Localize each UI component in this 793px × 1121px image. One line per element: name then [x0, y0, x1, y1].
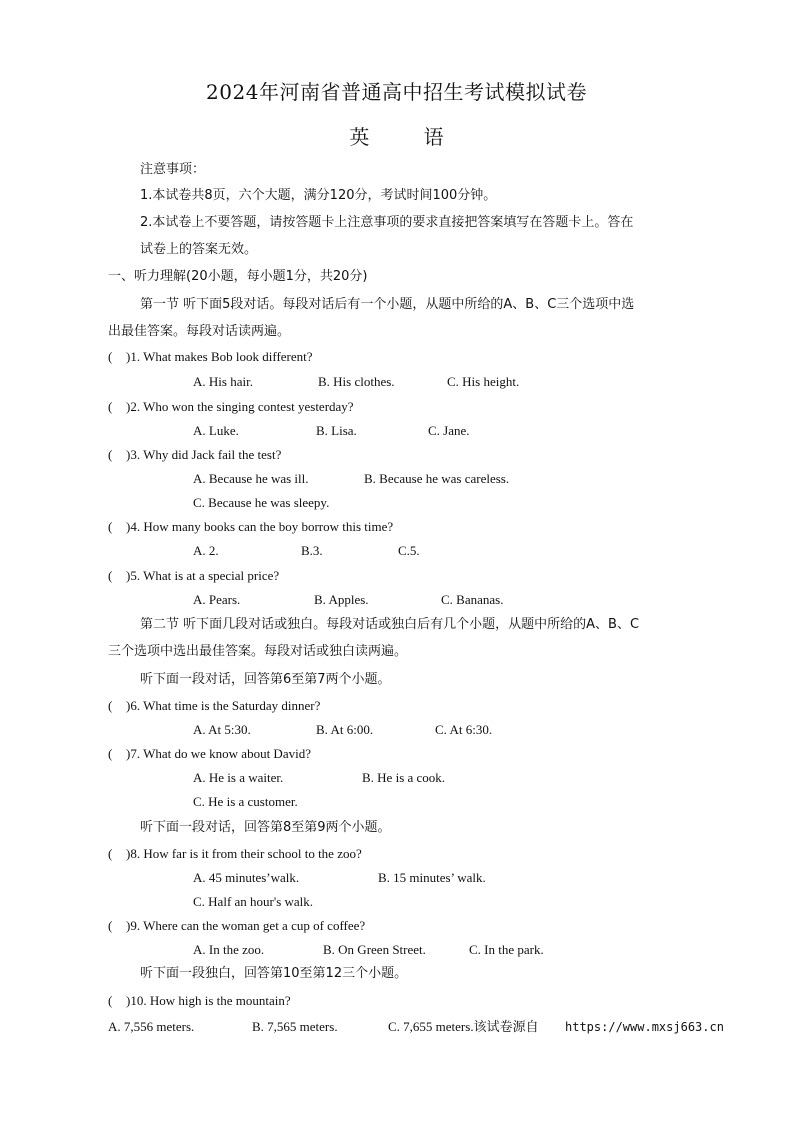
option-a: A. Luke. — [193, 423, 239, 438]
option-c: C.5. — [398, 543, 420, 558]
option-a: A. In the zoo. — [193, 942, 265, 957]
option-b: B. Because he was careless. — [364, 471, 510, 486]
notes-heading: 注意事项： — [140, 162, 206, 177]
option-a: A. 2. — [193, 543, 219, 558]
part2-instruction: 第二节 听下面几段对话或独白。每段对话或独白后有几个小题，从题中所给的A、B、C — [140, 617, 640, 632]
exam-title: 2024年河南省普通高中招生考试模拟试卷 — [206, 80, 587, 104]
question-stem: )1. What makes Bob look different? — [126, 349, 313, 364]
part2-instruction-cont: 三个选项中选出最佳答案。每段对话或独白读两遍。 — [108, 644, 408, 659]
option-c: C. Half an hour's walk. — [193, 894, 314, 909]
question-stem: )8. How far is it from their school to the zoo? — [126, 846, 362, 861]
question-5: ( )5. What is at a special price? — [108, 568, 280, 583]
option-c: C. In the park. — [469, 942, 544, 957]
option-c: C. He is a customer. — [193, 794, 298, 809]
option-b: B. He is a cook. — [362, 770, 446, 785]
option-b: B. 7,565 meters. — [252, 1019, 338, 1034]
listening-hint-10-12: 听下面一段独白，回答第10至第12三个小题。 — [140, 966, 408, 981]
question-stem: )2. Who won the singing contest yesterday? — [126, 399, 354, 414]
question-stem: )9. Where can the woman get a cup of coffee? — [126, 918, 366, 933]
source-url-link[interactable]: https://www.mxsj663.cn — [565, 1020, 724, 1034]
option-a: A. At 5:30. — [193, 722, 251, 737]
question-8: ( )8. How far is it from their school to the zoo? — [108, 846, 362, 861]
part1-instruction: 第一节 听下面5段对话。每段对话后有一个小题，从题中所给的A、B、C三个选项中选 — [140, 297, 635, 312]
option-c: C. 7,655 meters.该试卷源自 — [388, 1019, 539, 1034]
part1-instruction-cont: 出最佳答案。每段对话读两遍。 — [108, 324, 291, 339]
option-a: A. His hair. — [193, 374, 253, 389]
listening-hint-6-7: 听下面一段对话，回答第6至第7两个小题。 — [140, 672, 391, 687]
question-1: ( )1. What makes Bob look different? — [108, 349, 313, 364]
option-b: B. Apples. — [314, 592, 369, 607]
question-stem: )3. Why did Jack fail the test? — [126, 447, 282, 462]
question-stem: )6. What time is the Saturday dinner? — [126, 698, 321, 713]
question-4: ( )4. How many books can the boy borrow this time? — [108, 519, 394, 534]
note-item-1: 1.本试卷共8页，六个大题，满分120分，考试时间100分钟。 — [140, 188, 497, 203]
option-a: A. Pears. — [193, 592, 241, 607]
option-b: B. His clothes. — [318, 374, 395, 389]
option-c: C. Bananas. — [441, 592, 504, 607]
question-3: ( )3. Why did Jack fail the test? — [108, 447, 282, 462]
option-b: B. At 6:00. — [316, 722, 374, 737]
option-c: C. Jane. — [428, 423, 470, 438]
question-stem: )5. What is at a special price? — [126, 568, 280, 583]
option-b: B. Lisa. — [316, 423, 357, 438]
option-b: B. 15 minutes’ walk. — [378, 870, 486, 885]
option-a: A. 7,556 meters. — [108, 1019, 195, 1034]
question-2: ( )2. Who won the singing contest yesterday? — [108, 399, 354, 414]
option-a: A. He is a waiter. — [193, 770, 284, 785]
option-b: B.3. — [301, 543, 323, 558]
question-stem: )4. How many books can the boy borrow this time? — [126, 519, 394, 534]
section-heading: 一、听力理解(20小题，每小题1分，共20分) — [108, 269, 368, 284]
exam-subject: 英 语 — [349, 125, 444, 149]
option-a: A. Because he was ill. — [193, 471, 309, 486]
note-item-2: 2.本试卷上不要答题，请按答题卡上注意事项的要求直接把答案填写在答题卡上。答在 — [140, 215, 634, 230]
option-c: C. At 6:30. — [435, 722, 493, 737]
option-b: B. On Green Street. — [323, 942, 426, 957]
question-stem: )7. What do we know about David? — [126, 746, 311, 761]
question-7: ( )7. What do we know about David? — [108, 746, 311, 761]
note-item-2-cont: 试卷上的答案无效。 — [140, 242, 258, 257]
listening-hint-8-9: 听下面一段对话，回答第8至第9两个小题。 — [140, 820, 391, 835]
option-a: A. 45 minutes’walk. — [193, 870, 300, 885]
question-9: ( )9. Where can the woman get a cup of coffee? — [108, 918, 366, 933]
option-c: C. Because he was sleepy. — [193, 495, 330, 510]
question-10: ( )10. How high is the mountain? — [108, 993, 291, 1008]
question-stem: )10. How high is the mountain? — [126, 993, 291, 1008]
option-c: C. His height. — [447, 374, 520, 389]
question-6: ( )6. What time is the Saturday dinner? — [108, 698, 321, 713]
